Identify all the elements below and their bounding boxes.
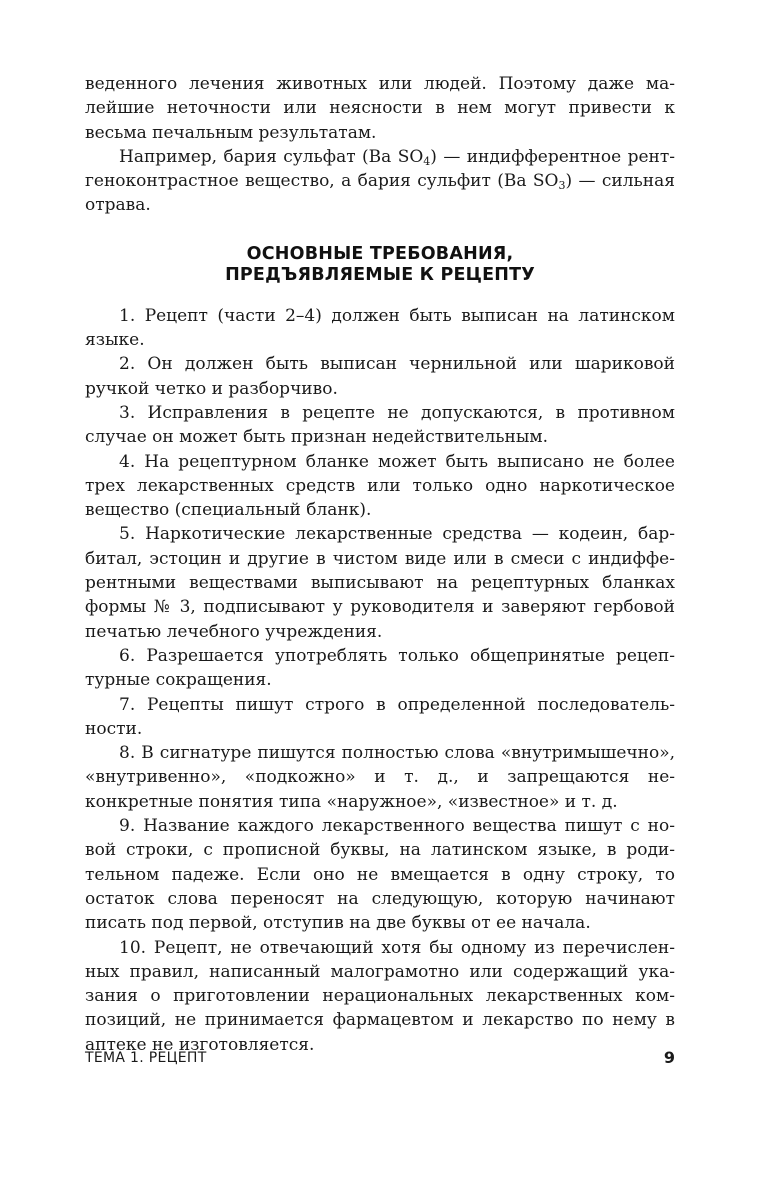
rule-item-7: 7. Рецепты пишут строго в определенной последовательности.	[85, 694, 675, 739]
rule-item-10: 10. Рецепт, не отвечающий хотя бы одному из перечисленных правил, написанный малограмотно или содержащий указания о приготовлении нерациональных лекарственных композиций, не принимается фармацевтом и лекарство по нему в аптеке не изготовляется.	[85, 937, 675, 1055]
intro-paragraph-1: веденного лечения животных или людей. Поэтому даже малейшие неточности или неясности в нем могут привести к весьма печальным результатам.	[85, 74, 675, 143]
rule-item-1: 1. Рецепт (части 2–4) должен быть выписан на латинском языке.	[85, 305, 675, 351]
rule-item-9: 9. Название каждого лекарственного вещества пишут с новой строки, с прописной буквы, на латинском языке, в родительном падеже. Если оно не вмещается в одну строку, то остаток слова переносят на следующую, которую начинают писать под первой, отступив на две буквы от ее начала.	[85, 816, 675, 934]
running-footer-title: ТЕМА 1. РЕЦЕПТ	[85, 1050, 207, 1066]
intro-paragraph-2-part-a: Например, бария сульфат (Ba SO	[119, 146, 424, 167]
intro-paragraph-2-part-c: ) — сильная отрава.	[85, 171, 675, 216]
intro-paragraph-2-part-b: ) — индифферентное рентгеноконтрастное вещество, а бария сульфит (Ba SO	[85, 146, 675, 192]
page-body	[85, 72, 675, 1057]
section-heading	[85, 244, 675, 286]
rule-item-5: 5. Наркотические лекарственные средства — кодеин, барбитал, эстоцин и другие в чистом виде или в смеси с индифферентными веществами выписывают на рецептурных бланках формы № 3, подписывают у руководителя и заверяют гербовой печатью лечебного учреждения.	[85, 524, 675, 642]
rule-item-3: 3. Исправления в рецепте не допускаются, в противном случае он может быть признан недействительным.	[85, 402, 675, 448]
page-number: 9	[663, 1048, 675, 1067]
barium-sulfate-subscript: 4	[423, 154, 431, 168]
intro-paragraph-2	[85, 145, 675, 218]
section-heading-line-1: ОСНОВНЫЕ ТРЕБОВАНИЯ,	[246, 243, 514, 264]
rule-item-2: 2. Он должен быть выписан чернильной или шариковой ручкой четко и разборчиво.	[85, 354, 675, 399]
rule-item-6: 6. Разрешается употреблять только общепринятые рецептурные сокращения.	[85, 645, 675, 691]
rule-item-8: 8. В сигнатуре пишутся полностью слова «внутримышечно», «внутривенно», «подкожно» и т. д., и запрещаются неконкретные понятия типа «наружное», «известное» и т. д.	[85, 743, 675, 812]
rule-item-4: 4. На рецептурном бланке может быть выписано не более трех лекарственных средств или только одно наркотическое вещество (специальный бланк).	[85, 451, 675, 521]
barium-sulfite-subscript: 3	[558, 179, 566, 193]
section-heading-line-2: ПРЕДЪЯВЛЯЕМЫЕ К РЕЦЕПТУ	[225, 264, 535, 285]
